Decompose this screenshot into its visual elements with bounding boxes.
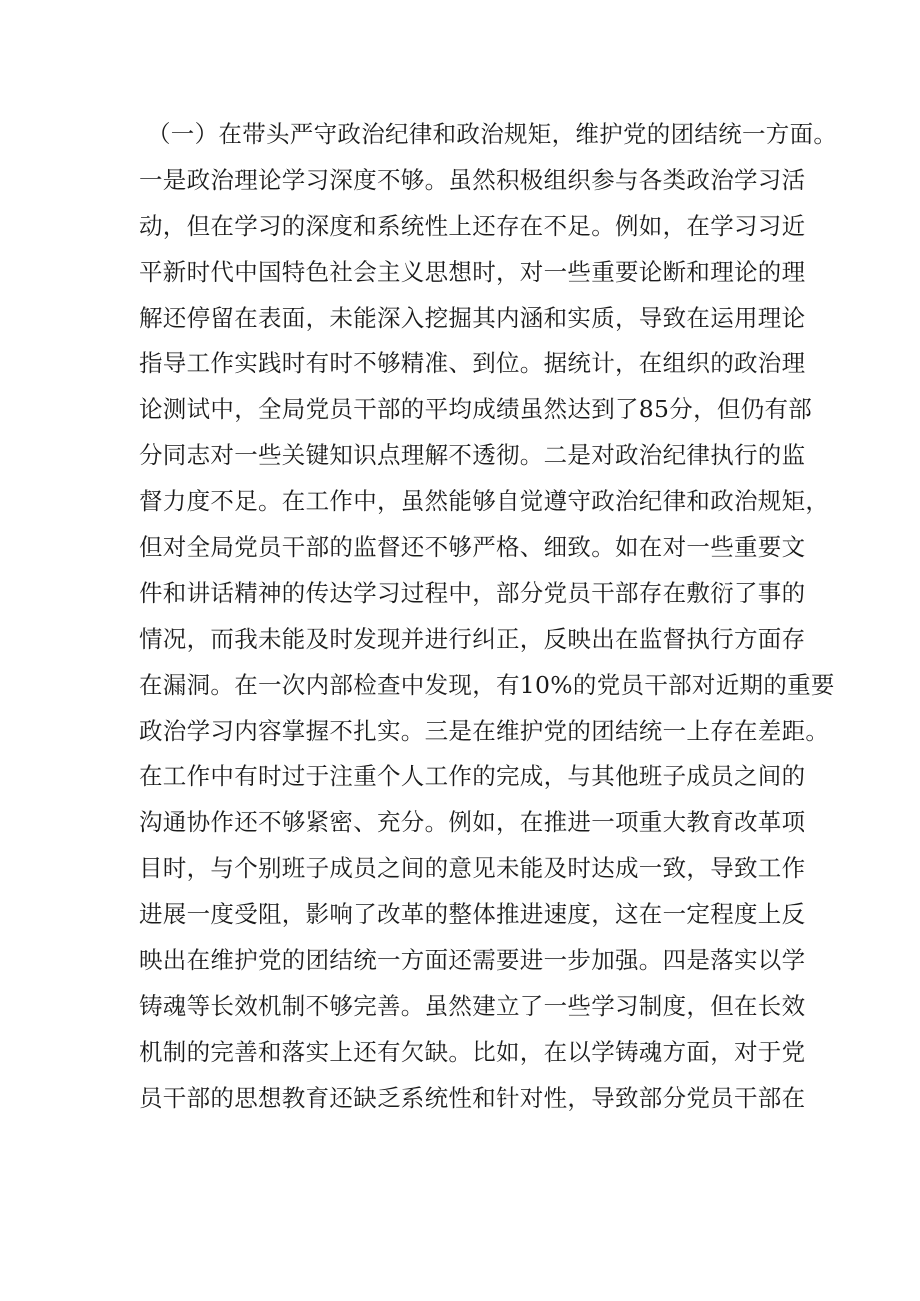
- text-line: 平新时代中国特色社会主义思想时，对一些重要论断和理论的理: [139, 257, 806, 286]
- text-line: 指导工作实践时有时不够精准、到位。据统计，在组织的政治理: [139, 349, 806, 378]
- text-line: 映出在维护党的团结统一方面还需要进一步加强。四是落实以学: [139, 946, 806, 975]
- text-line: 机制的完善和落实上还有欠缺。比如，在以学铸魂方面，对于党: [139, 1037, 806, 1066]
- text-line: 动，但在学习的深度和系统性上还存在不足。例如，在学习习近: [139, 211, 806, 240]
- text-line: 督力度不足。在工作中，虽然能够自觉遵守政治纪律和政治规矩，: [139, 487, 830, 516]
- text-line: 情况，而我未能及时发现并进行纠正，反映出在监督执行方面存: [139, 624, 806, 653]
- body-text: [139, 112, 838, 1122]
- text-line: 一是政治理论学习深度不够。虽然积极组织参与各类政治学习活: [139, 165, 806, 194]
- text-line: 解还停留在表面，未能深入挖掘其内涵和实质，导致在运用理论: [139, 303, 806, 332]
- text-line: 沟通协作还不够紧密、充分。例如，在推进一项重大教育改革项: [139, 808, 806, 837]
- text-line: 进展一度受阻，影响了改革的整体推进速度，这在一定程度上反: [139, 900, 806, 929]
- text-line: 铸魂等长效机制不够完善。虽然建立了一些学习制度，但在长效: [139, 991, 806, 1020]
- text-line: 在工作中有时过于注重个人工作的完成，与其他班子成员之间的: [139, 762, 806, 791]
- text-line: 目时，与个别班子成员之间的意见未能及时达成一致，导致工作: [139, 854, 806, 883]
- text-line: 件和讲话精神的传达学习过程中，部分党员干部存在敷衍了事的: [139, 578, 806, 607]
- text-line: 员干部的思想教育还缺乏系统性和针对性，导致部分党员干部在: [139, 1083, 806, 1112]
- paragraph-heading-line: （一）在带头严守政治纪律和政治规矩，维护党的团结统一方面。: [147, 120, 838, 148]
- text-line: 在漏洞。在一次内部检查中发现，有10%的党员干部对近期的重要: [139, 670, 835, 699]
- text-line: 但对全局党员干部的监督还不够严格、细致。如在对一些重要文: [139, 533, 806, 562]
- text-line: 政治学习内容掌握不扎实。三是在维护党的团结统一上存在差距。: [139, 716, 830, 745]
- text-line: 分同志对一些关键知识点理解不透彻。二是对政治纪律执行的监: [139, 441, 806, 470]
- text-line: 论测试中，全局党员干部的平均成绩虽然达到了85分，但仍有部: [139, 395, 813, 424]
